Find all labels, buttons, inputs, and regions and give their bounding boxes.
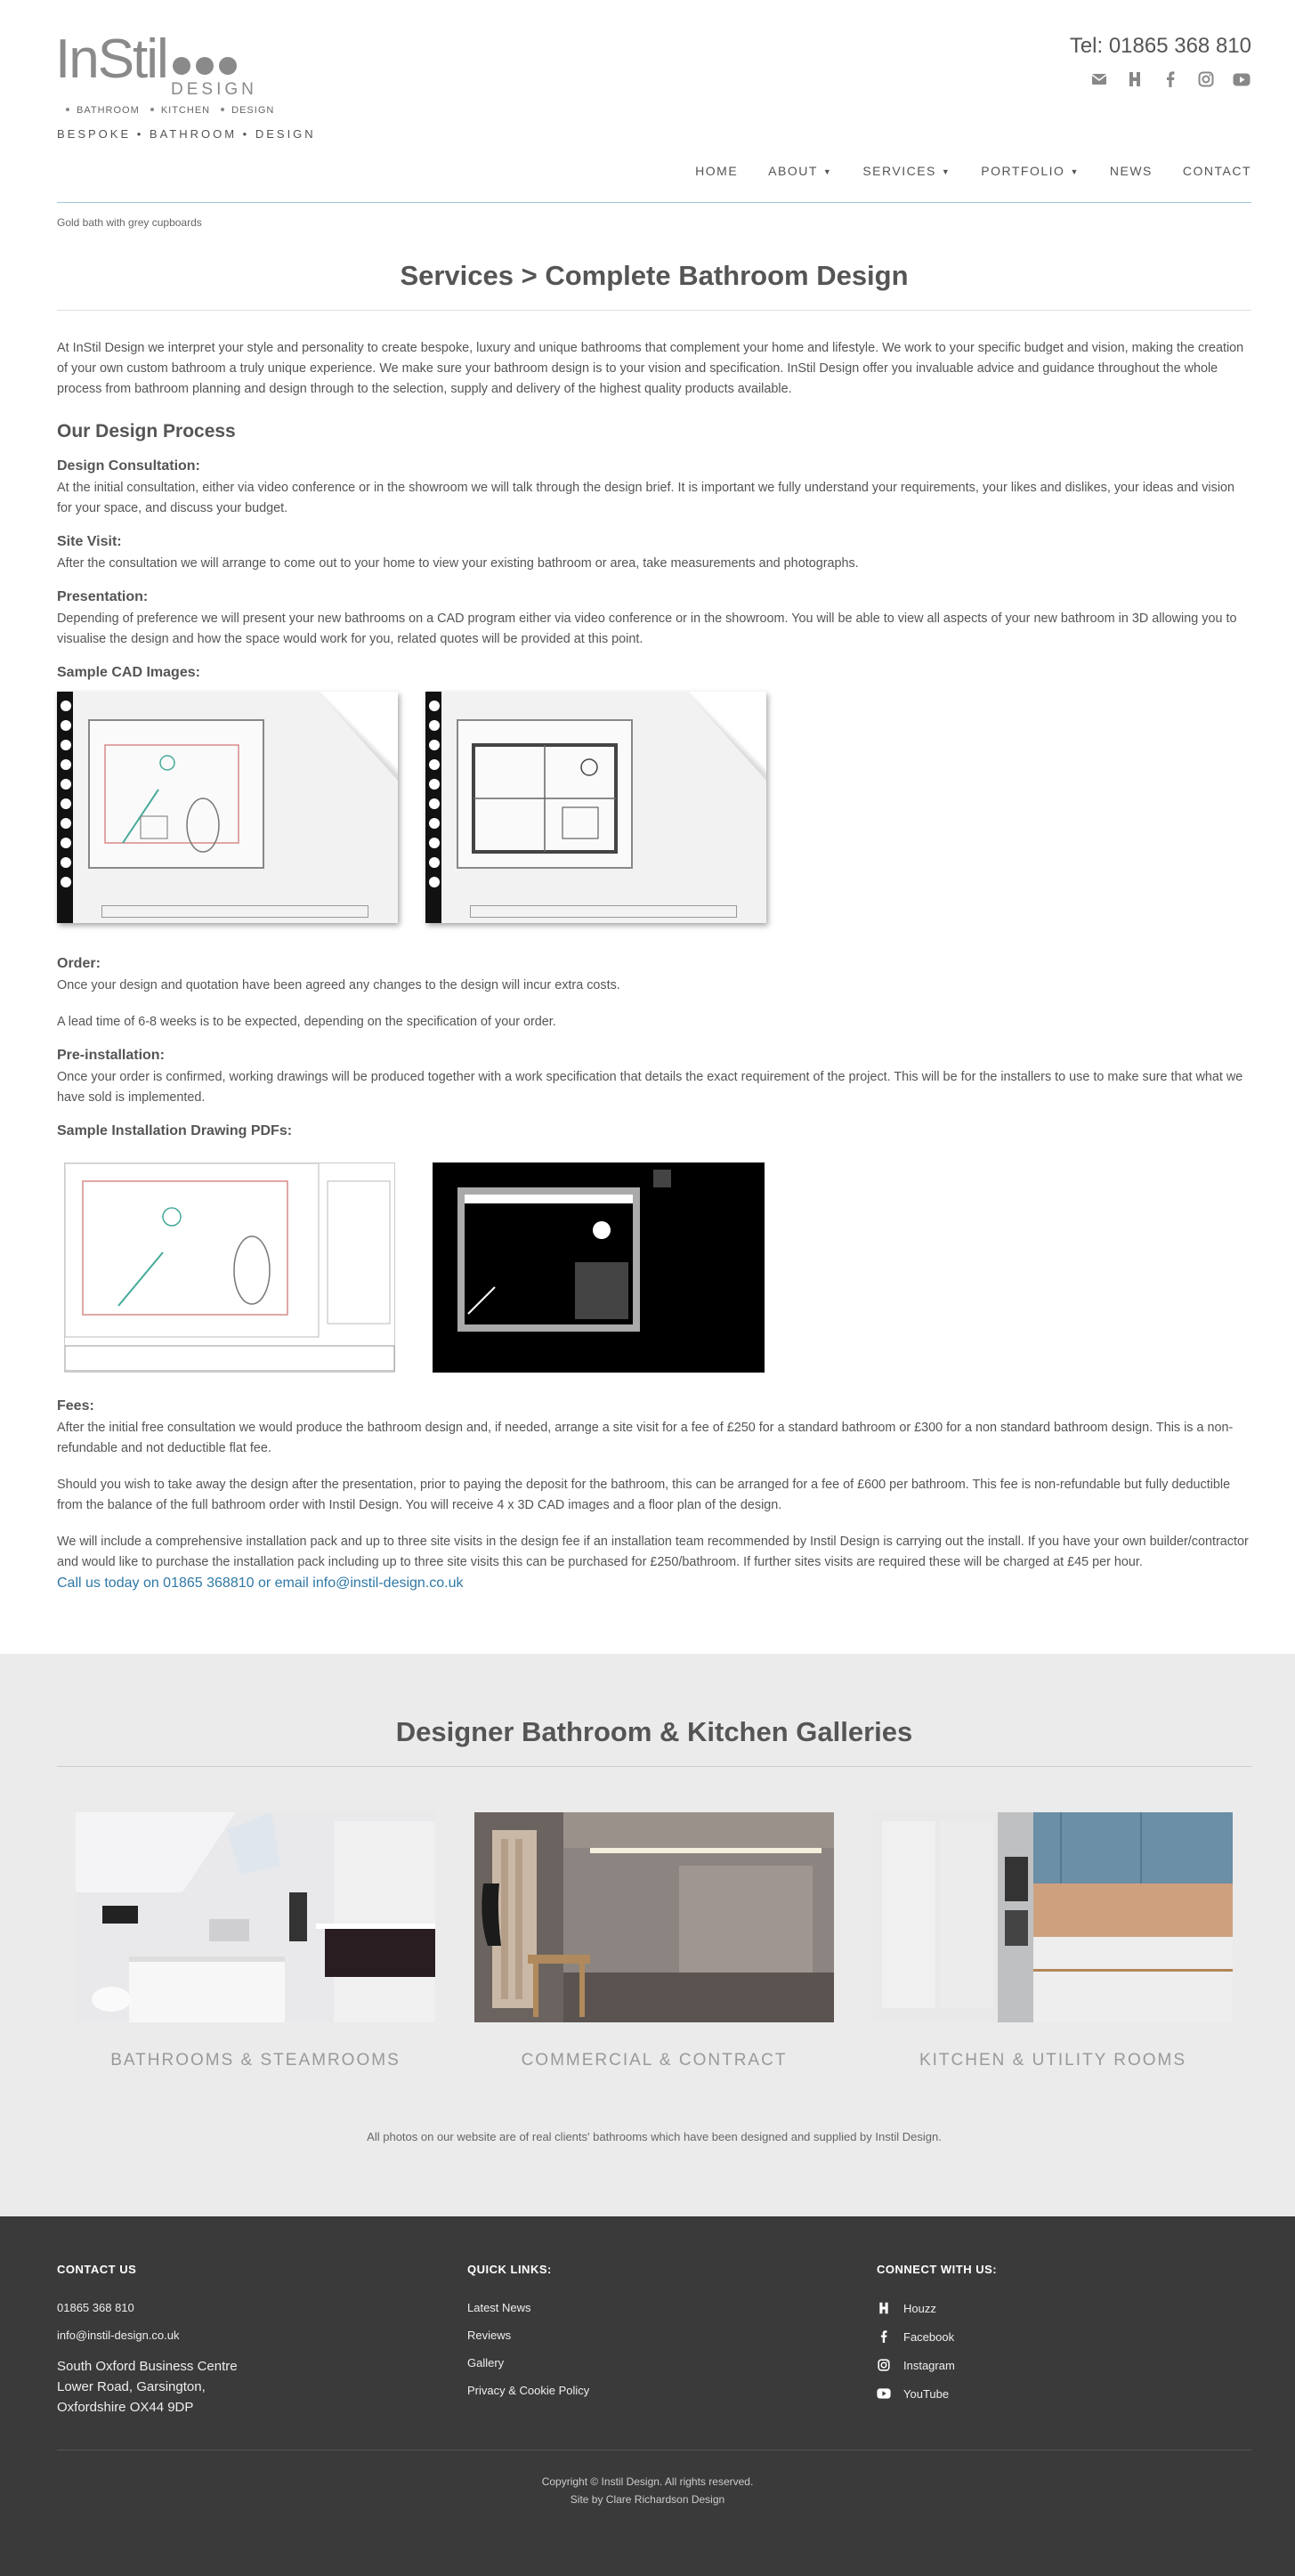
galleries-note: All photos on our website are of real clients' bathrooms which have been designed and supplied by Instil Design. (367, 2130, 942, 2143)
fees-text-3: We will include a comprehensive installation pack and up to three site visits in the design fee if an installation team recommended by Instil Design is carrying out the install. If you have your own builder/contractor and would like to purchase the installation pack including up to three site visits this can be purchased for £250/bathroom. If further sites visits are required these will be charged at £45 per hour. (57, 1535, 1249, 1569)
intro-paragraph: At InStil Design we interpret your style and personality to create bespoke, luxury and unique bathrooms that complement your home and lifestyle. We work to your specific budget and vision, making the creation of your own custom bathroom a truly unique experience. We make sure your bathroom design is to your vision and specification. InStil Design offer you invaluable advice and guidance throughout the whole process from bathroom planning and design through to the selection, supply and delivery of the highest quality products available. (57, 341, 1244, 396)
order-heading: Order: (57, 956, 101, 971)
nav-about[interactable] (768, 164, 832, 178)
nav-contact-label: CONTACT (1182, 164, 1251, 178)
pre-installation-text: Once your order is confirmed, working drawings will be produced together with a work specification that details the exact requirement of the project. This will be for the installers to use to make sure that what we have sold is implemented. (57, 1070, 1243, 1105)
footer-contact-heading: CONTACT US (57, 2263, 137, 2276)
site-visit-text: After the consultation we will arrange to come out to your home to view your existing bathroom or area, take measurements and photographs. (57, 556, 859, 571)
site-visit-heading: Site Visit: (57, 534, 122, 549)
pre-installation-heading: Pre-installation: (57, 1048, 165, 1063)
gallery-kitchen-label[interactable]: KITCHEN & UTILITY ROOMS (919, 2051, 1187, 2070)
footer-quick-links (467, 2263, 589, 2411)
nav-services[interactable] (862, 164, 951, 178)
fees-text-2: Should you wish to take away the design after the presentation, prior to paying the deposit for the bathroom, this can be arranged for a fee of £600 per bathroom. This fee is non-refundable but fully deductible from the balance of the full bathroom order with Instil Design. You will receive 4 x 3D CAD images and a floor plan of the design. (57, 1478, 1231, 1512)
youtube-icon[interactable] (1232, 69, 1251, 89)
gallery-bathrooms-image[interactable] (76, 1812, 435, 2022)
footer-address-line-1: South Oxford Business Centre (57, 2359, 238, 2374)
consultation-text: At the initial consultation, either via video conference or in the showroom we will talk through the design brief. It is important we fully understand your requirements, your likes and dislikes, your ideas and vision for your space, and discuss your budget. (57, 481, 1235, 515)
gallery-bathrooms[interactable] (76, 1812, 435, 2070)
footer-link-gallery[interactable]: Gallery (467, 2356, 505, 2369)
footer-instagram-label: Instagram (903, 2358, 955, 2372)
footer-youtube-link[interactable] (877, 2386, 997, 2401)
footer-houzz-label: Houzz (903, 2301, 936, 2315)
footer-address-line-3: Oxfordshire OX44 9DP (57, 2400, 194, 2415)
fees-text-1: After the initial free consultation we would produce the bathroom design and, if needed, arrange a site visit for a fee of £250 for a standard bathroom or £300 for a non standard bathroom design. This is a non-refundable and not deductible flat fee. (57, 1421, 1234, 1455)
facebook-icon[interactable] (1161, 69, 1180, 89)
nav-about-label: ABOUT (768, 164, 818, 178)
gallery-commercial[interactable] (474, 1812, 834, 2070)
galleries-divider (57, 1766, 1251, 1767)
footer-email[interactable]: info@instil-design.co.uk (57, 2329, 180, 2342)
presentation-heading: Presentation: (57, 589, 149, 604)
galleries-title: Designer Bathroom & Kitchen Galleries (395, 1716, 913, 1747)
logo-sub-bathroom: BATHROOM (77, 105, 140, 116)
nav-contact[interactable] (1183, 164, 1251, 178)
gallery-kitchen-image[interactable] (873, 1812, 1233, 2022)
nav-portfolio[interactable] (981, 164, 1080, 178)
footer-connect-heading: CONNECT WITH US: (877, 2263, 998, 2276)
nav-home[interactable] (695, 164, 738, 178)
main-navigation (695, 164, 1251, 178)
footer-houzz-link[interactable] (877, 2301, 997, 2315)
cad-images-heading: Sample CAD Images: (57, 665, 200, 680)
footer-phone[interactable]: 01865 368 810 (57, 2301, 134, 2314)
pdf-heading: Sample Installation Drawing PDFs: (57, 1123, 293, 1138)
nav-home-label: HOME (695, 164, 739, 178)
order-text-1: Once your design and quotation have been agreed any changes to the design will incur extra costs. (57, 978, 620, 992)
cad-image-1[interactable] (57, 692, 398, 923)
site-footer (0, 2216, 1295, 2576)
breadcrumb: Gold bath with grey cupboards (57, 216, 202, 229)
copyright-text: Copyright © Instil Design. All rights reserved. (541, 2475, 754, 2488)
footer-facebook-link[interactable] (877, 2329, 997, 2344)
footer-facebook-label: Facebook (903, 2329, 955, 2344)
footer-copyright (0, 2473, 1295, 2508)
header-social-icons (1089, 69, 1251, 89)
order-text-2: A lead time of 6-8 weeks is to be expected, depending on the specification of your order. (57, 1015, 556, 1029)
gallery-commercial-image[interactable] (474, 1812, 834, 2022)
fees-heading: Fees: (57, 1398, 94, 1414)
footer-link-reviews[interactable]: Reviews (467, 2329, 512, 2342)
nav-portfolio-label: PORTFOLIO (981, 164, 1065, 178)
footer-address (57, 2356, 238, 2418)
gallery-commercial-label[interactable]: COMMERCIAL & CONTRACT (521, 2051, 788, 2070)
nav-news[interactable] (1110, 164, 1153, 178)
nav-services-label: SERVICES (862, 164, 936, 178)
footer-youtube-label: YouTube (903, 2386, 950, 2401)
gallery-kitchen[interactable] (873, 1812, 1233, 2070)
facebook-icon (877, 2329, 891, 2344)
houzz-icon[interactable] (1125, 69, 1145, 89)
logo-design-text: DESIGN (171, 80, 257, 99)
nav-divider (57, 202, 1251, 203)
contact-cta-link[interactable]: Call us today on 01865 368810 or email info@instil-design.co.uk (57, 1576, 464, 1591)
nav-news-label: NEWS (1109, 164, 1153, 178)
chevron-down-icon: ▼ (1070, 167, 1080, 177)
footer-contact (57, 2263, 238, 2418)
footer-link-privacy[interactable]: Privacy & Cookie Policy (467, 2384, 590, 2397)
instagram-icon[interactable] (1196, 69, 1216, 89)
cad-image-2[interactable] (425, 692, 766, 923)
title-divider (57, 310, 1251, 311)
site-credit-link[interactable]: Site by Clare Richardson Design (570, 2493, 725, 2506)
email-icon[interactable] (1089, 69, 1109, 89)
logo-subline (59, 105, 274, 116)
logo-sub-design: DESIGN (231, 105, 275, 116)
installation-pdf-1[interactable] (64, 1162, 395, 1373)
logo-wordmark: InStil (55, 28, 167, 90)
logo-sub-kitchen: KITCHEN (160, 105, 211, 116)
consultation-heading: Design Consultation: (57, 458, 200, 474)
logo-dots (173, 57, 242, 79)
installation-pdfs (57, 1162, 1251, 1373)
header-telephone[interactable]: Tel: 01865 368 810 (1069, 34, 1251, 58)
installation-pdf-2[interactable] (433, 1162, 765, 1373)
houzz-icon (877, 2301, 891, 2315)
footer-instagram-link[interactable] (877, 2358, 997, 2372)
cad-images (57, 692, 1251, 941)
footer-links-heading: QUICK LINKS: (467, 2263, 552, 2276)
presentation-text: Depending of preference we will present your new bathrooms on a CAD program either via video conference or in the showroom. You will be able to view all aspects of your new bathroom in 3D allowing you to visualise the design and how the space would work for you, related quotes will be provided at this point. (57, 612, 1237, 646)
tagline: BESPOKE • BATHROOM • DESIGN (57, 127, 316, 141)
instagram-icon (877, 2358, 891, 2372)
youtube-icon (877, 2386, 891, 2401)
footer-connect (877, 2263, 997, 2415)
process-heading: Our Design Process (57, 421, 236, 441)
main-content (57, 338, 1251, 1593)
galleries-section (0, 1654, 1295, 2216)
gallery-bathrooms-label[interactable]: BATHROOMS & STEAMROOMS (110, 2051, 401, 2070)
chevron-down-icon: ▼ (941, 167, 951, 177)
page-title: Services > Complete Bathroom Design (400, 260, 909, 291)
footer-link-latest-news[interactable]: Latest News (467, 2301, 531, 2314)
chevron-down-icon: ▼ (822, 167, 833, 177)
footer-address-line-2: Lower Road, Garsington, (57, 2379, 206, 2394)
